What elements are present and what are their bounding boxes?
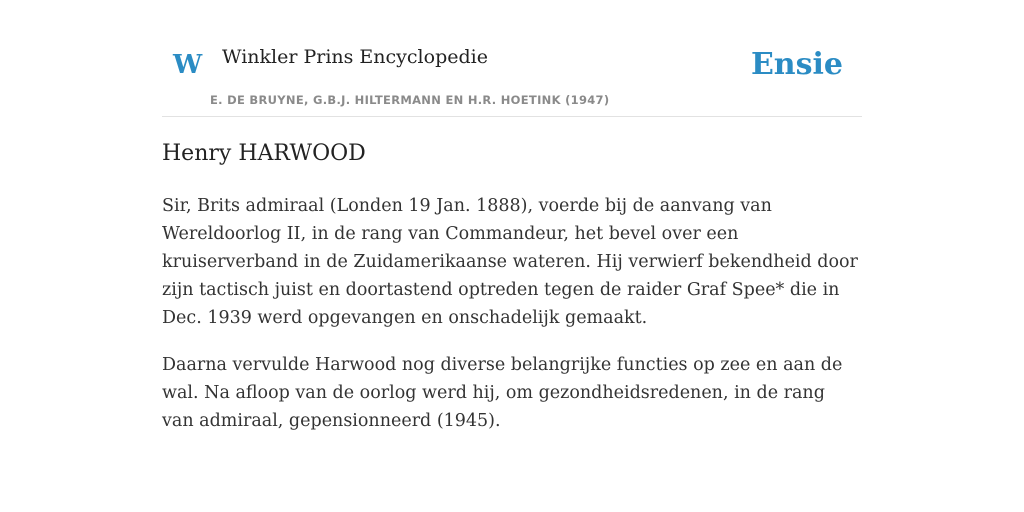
article	[162, 138, 862, 435]
book-title[interactable]: Winkler Prins Encyclopedie	[222, 46, 488, 68]
book-header	[162, 0, 862, 117]
book-authors: E. DE BRUYNE, G.B.J. HILTERMANN EN H.R. HOETINK (1947)	[210, 93, 610, 107]
article-paragraph: Daarna vervulde Harwood nog diverse belangrijke functies op zee en aan de wal. Na afloop van de oorlog werd hij, om gezondheidsredenen, in de rang van admiraal, gepensionneerd (1945).	[162, 355, 843, 431]
article-paragraph: Sir, Brits admiraal (Londen 19 Jan. 1888), voerde bij de aanvang van Wereldoorlog II, in de rang van Commandeur, het bevel over een kruiserverband in de Zuidamerikaanse wateren. Hij verwierf bekendheid door zijn tactisch juist en doortastend optreden tegen de raider Graf Spee* die in Dec. 1939 werd opgevangen en onschadelijk gemaakt.	[162, 196, 858, 328]
article-title: Henry HARWOOD	[162, 141, 366, 166]
ensie-logo-link[interactable]: Ensie	[750, 47, 843, 82]
encyclopedia-logo[interactable]: W	[173, 50, 203, 80]
